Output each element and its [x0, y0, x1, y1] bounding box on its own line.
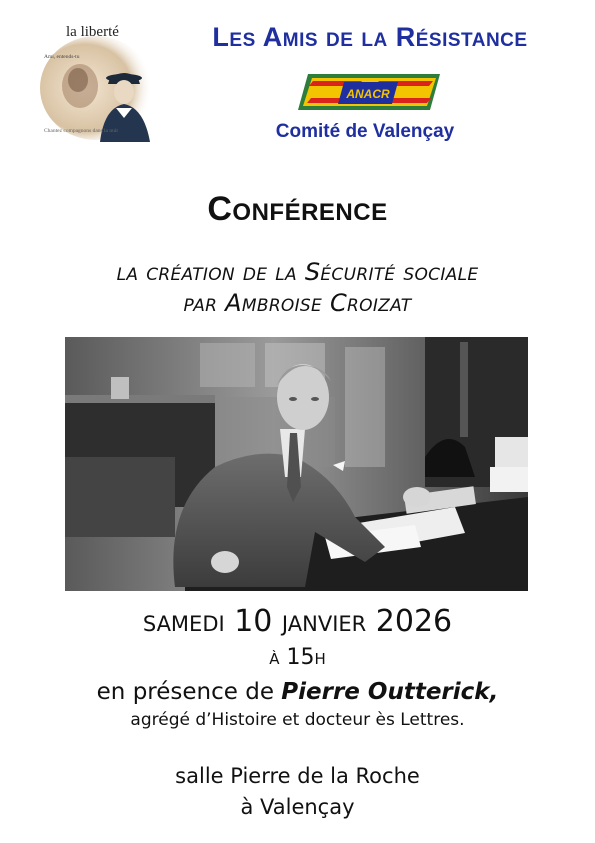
logo-bottom-text: Chantez compagnons dans la nuit: [44, 128, 118, 134]
presence-prefix: en présence de: [96, 679, 274, 705]
event-type-heading: Conférence: [207, 190, 388, 228]
anacr-badge-text: ANACR: [346, 87, 390, 101]
subtitle-line-1: la création de la Sécurité sociale: [116, 258, 479, 286]
presence-line: [0, 679, 595, 705]
event-time: à 15h: [269, 645, 326, 670]
logo-side-text: Ami, entends-tu: [44, 54, 80, 60]
speaker-name: Pierre Outterick,: [281, 679, 499, 705]
resistance-logo-icon: [38, 22, 166, 144]
logo-arc-text: la liberté: [66, 24, 119, 40]
committee-name: Comité de Valençay: [275, 121, 455, 142]
anacr-badge-icon: [298, 72, 440, 112]
speaker-credentials: agrégé d’Histoire et docteur ès Lettres.: [130, 710, 465, 730]
event-date: samedi 10 janvier 2026: [142, 604, 453, 639]
subtitle-line-2: par Ambroise Croizat: [183, 289, 412, 317]
organization-title: Les Amis de la Résistance: [212, 22, 528, 52]
historical-photo-image: [65, 337, 528, 591]
event-city: à Valençay: [240, 795, 355, 819]
event-venue: salle Pierre de la Roche: [175, 764, 420, 788]
